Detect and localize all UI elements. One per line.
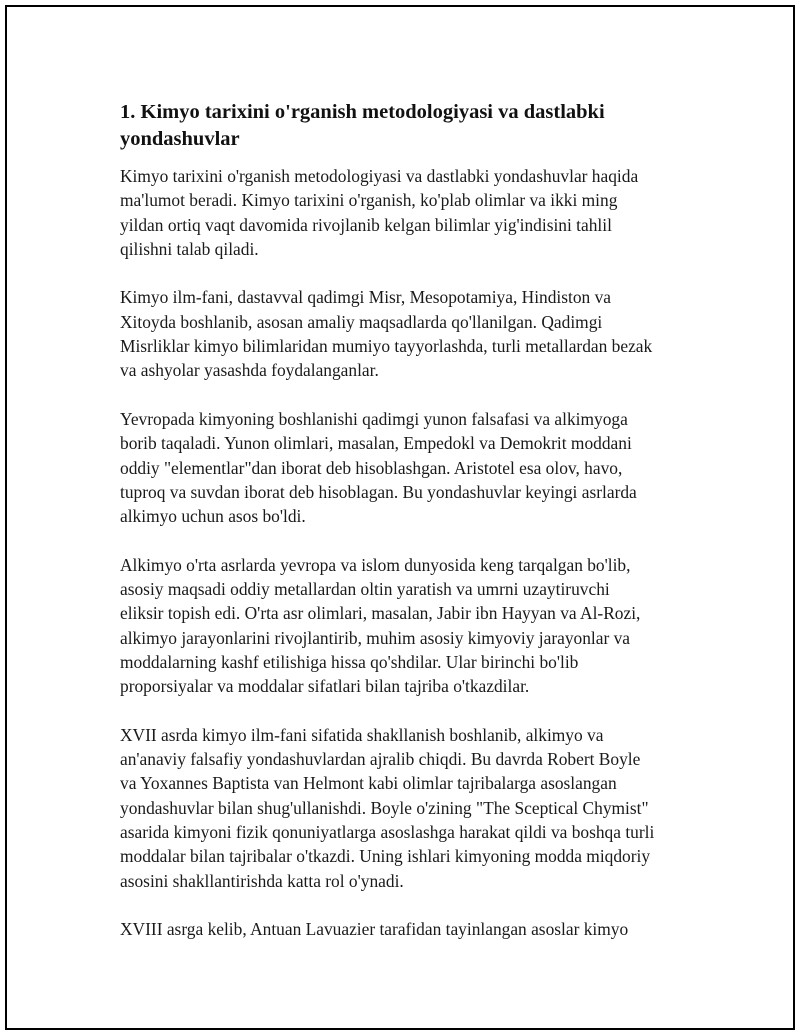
paragraph-line: asarida kimyoni fizik qonuniyatlarga asoslashga harakat qildi va boshqa turli [120, 822, 655, 843]
paragraph-line: Kimyo tarixini o'rganish metodologiyasi va dastlabki yondashuvlar haqida [120, 166, 639, 186]
document-body [120, 99, 690, 966]
paragraph-line: va Yoxannes Baptista van Helmont kabi olimlar tajribalarga asoslangan [120, 773, 617, 794]
page-title [120, 99, 690, 153]
title-line: 1. Kimyo tarixini o'rganish metodologiyasi va dastlabki [120, 101, 605, 123]
paragraph [120, 285, 690, 382]
paragraph-line: XVII asrda kimyo ilm-fani sifatida shakllanish boshlanib, alkimyo va [120, 724, 604, 745]
paragraph-line: tuproq va suvdan iborat deb hisoblagan. Bu yondashuvlar keyingi asrlarda [120, 481, 637, 502]
paragraph-line: alkimyo uchun asos bo'ldi. [120, 506, 306, 527]
paragraph-line: va ashyolar yasashda foydalanganlar. [120, 360, 379, 381]
paragraph-line: qilishni talab qiladi. [120, 238, 259, 259]
paragraph [120, 723, 690, 893]
paragraph-line: proporsiyalar va moddalar sifatlari bilan tajriba o'tkazdilar. [120, 676, 530, 697]
paragraph-line: moddalarning kashf etilishiga hissa qo'shdilar. Ular birinchi bo'lib [120, 651, 579, 672]
paragraph-line: moddalar bilan tajribalar o'tkazdi. Uning ishlari kimyoning modda miqdoriy [120, 846, 651, 867]
paragraph-line: yildan ortiq vaqt davomida rivojlanib kelgan bilimlar yig'indisini tahlil [120, 214, 612, 235]
page-frame [5, 5, 795, 1030]
paragraph-line: oddiy "elementlar"dan iborat deb hisoblashgan. Aristotel esa olov, havo, [120, 457, 623, 478]
paragraph [120, 164, 690, 261]
paragraph-line: alkimyo jarayonlarini rivojlantirib, muhim asosiy kimyoviy jarayonlar va [120, 627, 631, 648]
paragraph-line: asosini shakllantirishda katta rol o'ynadi. [120, 870, 404, 891]
paragraph-line: Misrliklar kimyo bilimlaridan mumiyo tayyorlashda, turli metallardan bezak [120, 336, 653, 357]
paragraph-line: an'anaviy falsafiy yondashuvlardan ajralib chiqdi. Bu davrda Robert Boyle [120, 749, 641, 770]
paragraph-line: Xitoyda boshlanib, asosan amaliy maqsadlarda qo'llanilgan. Qadimgi [120, 311, 603, 332]
paragraph-line: Yevropada kimyoning boshlanishi qadimgi yunon falsafasi va alkimyoga [120, 408, 628, 429]
paragraph-line: ma'lumot beradi. Kimyo tarixini o'rganish, ko'plab olimlar va ikki ming [120, 190, 618, 211]
paragraph [120, 553, 690, 699]
paragraph-line: Kimyo ilm-fani, dastavval qadimgi Misr, Mesopotamiya, Hindiston va [120, 287, 612, 308]
paragraph [120, 917, 690, 941]
paragraph [120, 407, 690, 528]
paragraph-line: eliksir topish edi. O'rta asr olimlari, masalan, Jabir ibn Hayyan va Al-Rozi, [120, 603, 641, 624]
paragraph-line: XVIII asrga kelib, Antuan Lavuazier tarafidan tayinlangan asoslar kimyo [120, 919, 629, 940]
paragraph-line: Alkimyo o'rta asrlarda yevropa va islom dunyosida keng tarqalgan bo'lib, [120, 554, 631, 575]
paragraph-line: yondashuvlar bilan shug'ullanishdi. Boyle o'zining "The Sceptical Chymist" [120, 797, 649, 818]
title-line: yondashuvlar [120, 128, 240, 150]
paragraph-line: asosiy maqsadi oddiy metallardan oltin yaratish va umrni uzaytiruvchi [120, 579, 610, 600]
paragraph-line: borib taqaladi. Yunon olimlari, masalan, Empedokl va Demokrit moddani [120, 433, 632, 454]
